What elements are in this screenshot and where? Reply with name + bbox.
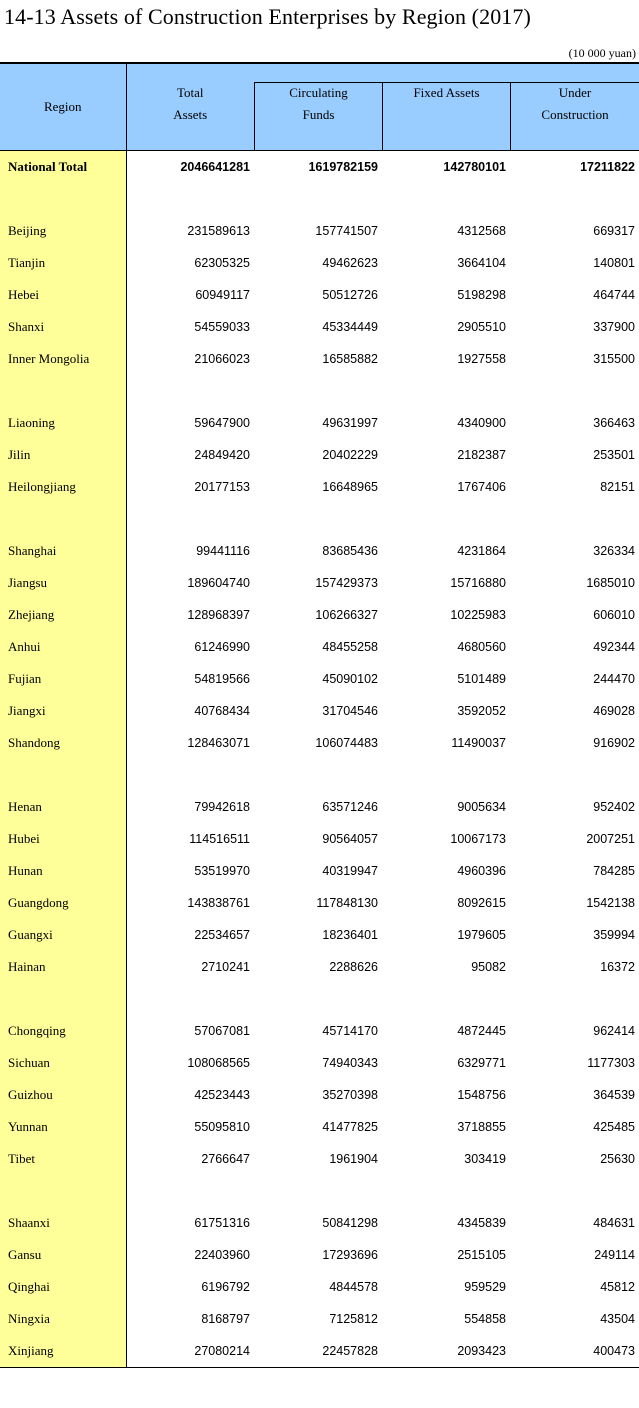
circ-cell: 41477825 [322, 1120, 378, 1134]
table-row [0, 823, 639, 855]
empty-cell [510, 183, 639, 215]
spacer-row [0, 183, 639, 215]
header-under-line1: Under [558, 85, 592, 100]
fixed-cell: 554858 [464, 1312, 506, 1326]
circ-cell: 35270398 [322, 1088, 378, 1102]
fixed-cell: 1767406 [457, 480, 506, 494]
empty-cell [382, 1175, 510, 1207]
region-cell: Hunan [0, 855, 126, 887]
region-cell: Gansu [0, 1239, 126, 1271]
fixed-cell: 4680560 [457, 640, 506, 654]
total-cell: 62305325 [194, 256, 250, 270]
table-row [0, 471, 639, 503]
region-cell: Qinghai [0, 1271, 126, 1303]
table-row [0, 631, 639, 663]
header-under-construction [510, 63, 639, 151]
under-cell: 2007251 [586, 832, 635, 846]
circ-cell: 117848130 [316, 896, 378, 910]
table-row [0, 951, 639, 983]
total-cell: 128968397 [187, 608, 250, 622]
circ-cell: 45090102 [322, 672, 378, 686]
region-cell-empty [0, 375, 126, 407]
region-cell-empty [0, 759, 126, 791]
total-cell: 2046641281 [180, 160, 250, 174]
circ-cell: 90564057 [322, 832, 378, 846]
circ-cell: 16648965 [322, 480, 378, 494]
under-cell: 425485 [593, 1120, 635, 1134]
fixed-cell: 959529 [464, 1280, 506, 1294]
circ-cell: 1961904 [329, 1152, 378, 1166]
region-cell: Hubei [0, 823, 126, 855]
header-region [0, 63, 126, 151]
table-row [0, 695, 639, 727]
under-cell: 315500 [593, 352, 635, 366]
total-cell: 79942618 [194, 800, 250, 814]
total-cell: 2766647 [201, 1152, 250, 1166]
table-row [0, 279, 639, 311]
header-circ-line1: Circulating [289, 85, 348, 100]
fixed-cell: 2093423 [382, 1335, 510, 1368]
fixed-cell: 4231864 [457, 544, 506, 558]
region-cell: Jiangsu [0, 567, 126, 599]
circ-cell: 63571246 [322, 800, 378, 814]
fixed-cell: 2905510 [457, 320, 506, 334]
under-cell: 326334 [593, 544, 635, 558]
header-total-line2: Assets [173, 107, 208, 122]
table-row [0, 727, 639, 759]
total-cell: 24849420 [194, 448, 250, 462]
circ-cell: 106074483 [315, 736, 378, 750]
header-circ-line2: Funds [302, 107, 335, 122]
region-cell: Inner Mongolia [0, 343, 126, 375]
region-cell: Sichuan [0, 1047, 126, 1079]
fixed-cell: 4960396 [457, 864, 506, 878]
page-title: 14-13 Assets of Construction Enterprises by Region (2017) [4, 4, 531, 29]
region-cell: Hainan [0, 951, 126, 983]
empty-cell [382, 183, 510, 215]
header-circulating-funds [254, 63, 382, 151]
total-cell: 55095810 [194, 1120, 250, 1134]
table-row [0, 247, 639, 279]
circ-cell: 1619782159 [308, 160, 378, 174]
fixed-cell: 10067173 [450, 832, 506, 846]
empty-cell [126, 759, 254, 791]
empty-cell [126, 503, 254, 535]
empty-cell [126, 183, 254, 215]
empty-cell [382, 375, 510, 407]
total-cell: 27080214 [126, 1335, 254, 1368]
fixed-cell: 1927558 [457, 352, 506, 366]
under-cell: 16372 [600, 960, 635, 974]
total-cell: 231589613 [187, 224, 250, 238]
unit-label: (10 000 yuan) [568, 46, 636, 60]
under-cell: 249114 [594, 1248, 635, 1262]
total-cell: 114516511 [189, 832, 250, 846]
table-row [0, 567, 639, 599]
region-cell-empty [0, 983, 126, 1015]
region-cell: Guizhou [0, 1079, 126, 1111]
under-cell: 952402 [593, 800, 635, 814]
circ-cell: 2288626 [329, 960, 378, 974]
circ-cell: 50841298 [322, 1216, 378, 1230]
total-cell: 60949117 [195, 288, 250, 302]
circ-cell: 106266327 [315, 608, 378, 622]
total-cell: 54819566 [194, 672, 250, 686]
empty-cell [510, 375, 639, 407]
region-cell-empty [0, 503, 126, 535]
total-cell: 21066023 [194, 352, 250, 366]
circ-cell: 157429373 [315, 576, 378, 590]
header-total-assets [126, 63, 254, 151]
circ-cell: 50512726 [322, 288, 378, 302]
total-cell: 53519970 [194, 864, 250, 878]
circ-cell: 40319947 [322, 864, 378, 878]
total-cell: 42523443 [194, 1088, 250, 1102]
table-row [0, 1111, 639, 1143]
under-cell: 364539 [593, 1088, 635, 1102]
under-cell: 244470 [593, 672, 635, 686]
region-cell: Chongqing [0, 1015, 126, 1047]
empty-cell [510, 759, 639, 791]
fixed-cell: 4312568 [457, 224, 506, 238]
table-body [0, 151, 639, 1368]
spacer-row [0, 503, 639, 535]
empty-cell [126, 983, 254, 1015]
total-cell: 189604740 [187, 576, 250, 590]
total-cell: 59647900 [194, 416, 250, 430]
empty-cell [254, 759, 382, 791]
total-cell: 2710241 [201, 960, 250, 974]
total-cell: 22534657 [194, 928, 250, 942]
table-row [0, 1143, 639, 1175]
spacer-row [0, 1175, 639, 1207]
circ-cell: 49631997 [322, 416, 378, 430]
table-row [0, 919, 639, 951]
under-cell: 484631 [593, 1216, 635, 1230]
under-cell: 784285 [593, 864, 635, 878]
region-cell: Fujian [0, 663, 126, 695]
region-cell: Shandong [0, 727, 126, 759]
under-cell: 25630 [600, 1152, 635, 1166]
fixed-cell: 10225983 [450, 608, 506, 622]
under-cell: 82151 [600, 480, 635, 494]
table-row [0, 791, 639, 823]
table-row [0, 855, 639, 887]
table-row [0, 663, 639, 695]
empty-cell [126, 375, 254, 407]
table-row [0, 1303, 639, 1335]
fixed-cell: 303419 [464, 1152, 506, 1166]
fixed-cell: 5198298 [457, 288, 506, 302]
fixed-cell: 3592052 [457, 704, 506, 718]
under-cell: 492344 [593, 640, 635, 654]
region-cell-empty [0, 1175, 126, 1207]
under-cell: 337900 [593, 320, 635, 334]
region-cell: Anhui [0, 631, 126, 663]
fixed-cell: 1548756 [457, 1088, 506, 1102]
circ-cell: 7125812 [329, 1312, 378, 1326]
circ-cell: 4844578 [329, 1280, 378, 1294]
total-cell: 57067081 [194, 1024, 250, 1038]
spacer-row [0, 759, 639, 791]
fixed-cell: 6329771 [457, 1056, 506, 1070]
circ-cell: 20402229 [322, 448, 378, 462]
empty-cell [126, 1175, 254, 1207]
empty-cell [254, 503, 382, 535]
under-cell: 916902 [593, 736, 635, 750]
national-total-row [0, 151, 639, 184]
circ-cell: 74940343 [322, 1056, 378, 1070]
table-row [0, 1271, 639, 1303]
fixed-cell: 2515105 [457, 1248, 506, 1262]
under-cell: 17211822 [580, 160, 635, 174]
fixed-cell: 8092615 [457, 896, 506, 910]
under-cell: 140801 [593, 256, 635, 270]
empty-cell [510, 1175, 639, 1207]
table-row [0, 1015, 639, 1047]
fixed-cell: 1979605 [457, 928, 506, 942]
table-row [0, 1335, 639, 1368]
empty-cell [254, 375, 382, 407]
fixed-cell: 15716880 [450, 576, 506, 590]
circ-cell: 18236401 [322, 928, 378, 942]
assets-table [0, 62, 639, 1368]
table-row [0, 1239, 639, 1271]
fixed-cell: 95082 [471, 960, 506, 974]
under-cell: 669317 [593, 224, 635, 238]
empty-cell [510, 983, 639, 1015]
total-cell: 61751316 [194, 1216, 250, 1230]
under-cell: 1542138 [586, 896, 635, 910]
region-cell: Henan [0, 791, 126, 823]
fixed-cell: 4872445 [457, 1024, 506, 1038]
under-cell: 962414 [593, 1024, 635, 1038]
region-cell: Xinjiang [0, 1335, 126, 1368]
empty-cell [510, 503, 639, 535]
total-cell: 40768434 [194, 704, 250, 718]
under-cell: 606010 [593, 608, 635, 622]
circ-cell: 45334449 [322, 320, 378, 334]
table-row [0, 343, 639, 375]
circ-cell: 83685436 [322, 544, 378, 558]
region-cell: Yunnan [0, 1111, 126, 1143]
fixed-cell: 5101489 [457, 672, 506, 686]
total-cell: 20177153 [194, 480, 250, 494]
total-cell: 128463071 [187, 736, 250, 750]
table-row [0, 535, 639, 567]
region-cell: National Total [0, 151, 126, 184]
under-cell: 359994 [593, 928, 635, 942]
fixed-cell: 4340900 [457, 416, 506, 430]
table-row [0, 1079, 639, 1111]
header-fixed-line1: Fixed Assets [413, 85, 480, 100]
region-cell: Jiangxi [0, 695, 126, 727]
circ-cell: 22457828 [254, 1335, 382, 1368]
empty-cell [254, 1175, 382, 1207]
fixed-cell: 11490037 [451, 736, 506, 750]
total-cell: 61246990 [194, 640, 250, 654]
region-cell: Ningxia [0, 1303, 126, 1335]
empty-cell [254, 183, 382, 215]
region-cell: Heilongjiang [0, 471, 126, 503]
header-region-label: Region [43, 99, 82, 114]
under-cell: 43504 [600, 1312, 635, 1326]
circ-cell: 17293696 [322, 1248, 378, 1262]
circ-cell: 31704546 [322, 704, 378, 718]
header-under-line2: Construction [541, 107, 609, 122]
empty-cell [382, 983, 510, 1015]
total-cell: 143838761 [187, 896, 250, 910]
region-cell: Hebei [0, 279, 126, 311]
circ-cell: 45714170 [322, 1024, 378, 1038]
under-cell: 464744 [593, 288, 635, 302]
table-row [0, 215, 639, 247]
fixed-cell: 4345839 [457, 1216, 506, 1230]
region-cell: Shanxi [0, 311, 126, 343]
region-cell: Shanghai [0, 535, 126, 567]
region-cell-empty [0, 183, 126, 215]
total-cell: 8168797 [201, 1312, 250, 1326]
spacer-row [0, 375, 639, 407]
circ-cell: 157741507 [315, 224, 378, 238]
total-cell: 6196792 [201, 1280, 250, 1294]
table-row [0, 887, 639, 919]
under-cell: 469028 [593, 704, 635, 718]
region-cell: Guangdong [0, 887, 126, 919]
circ-cell: 49462623 [322, 256, 378, 270]
fixed-cell: 3664104 [457, 256, 506, 270]
table-row [0, 1047, 639, 1079]
spacer-row [0, 983, 639, 1015]
total-cell: 22403960 [194, 1248, 250, 1262]
region-cell: Tibet [0, 1143, 126, 1175]
fixed-cell: 2182387 [457, 448, 506, 462]
circ-cell: 16585882 [322, 352, 378, 366]
empty-cell [382, 759, 510, 791]
header-row [0, 63, 639, 151]
total-cell: 99441116 [196, 544, 250, 558]
under-cell: 45812 [600, 1280, 635, 1294]
table-row [0, 1207, 639, 1239]
empty-cell [254, 983, 382, 1015]
table-row [0, 439, 639, 471]
table-row [0, 311, 639, 343]
region-cell: Jilin [0, 439, 126, 471]
table-row [0, 407, 639, 439]
under-cell: 253501 [593, 448, 635, 462]
fixed-cell: 9005634 [457, 800, 506, 814]
region-cell: Beijing [0, 215, 126, 247]
region-cell: Tianjin [0, 247, 126, 279]
total-cell: 54559033 [194, 320, 250, 334]
header-total-line1: Total [176, 85, 204, 100]
region-cell: Liaoning [0, 407, 126, 439]
table-row [0, 599, 639, 631]
fixed-cell: 142780101 [443, 160, 506, 174]
under-cell: 400473 [510, 1335, 639, 1368]
region-cell: Guangxi [0, 919, 126, 951]
under-cell: 1177303 [587, 1056, 635, 1070]
total-cell: 108068565 [187, 1056, 250, 1070]
region-cell: Shaanxi [0, 1207, 126, 1239]
region-cell: Zhejiang [0, 599, 126, 631]
empty-cell [382, 503, 510, 535]
under-cell: 1685010 [586, 576, 635, 590]
header-fixed-assets [382, 63, 510, 151]
circ-cell: 48455258 [322, 640, 378, 654]
under-cell: 366463 [593, 416, 635, 430]
fixed-cell: 3718855 [457, 1120, 506, 1134]
